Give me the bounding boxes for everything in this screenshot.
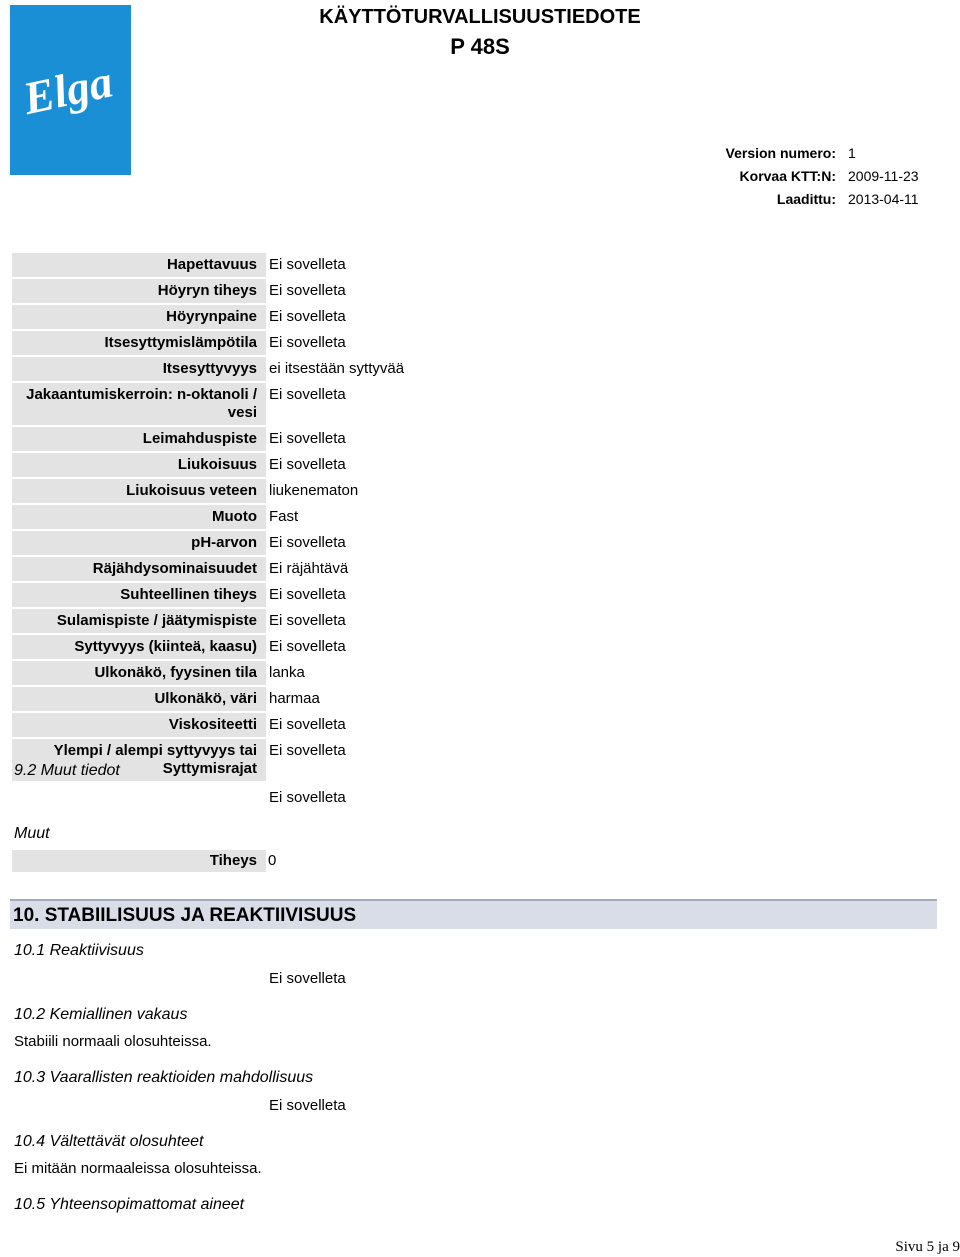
property-row bbox=[12, 713, 412, 739]
property-label: Muoto bbox=[12, 505, 266, 531]
property-label: Räjähdysominaisuudet bbox=[12, 557, 266, 583]
property-row bbox=[12, 427, 412, 453]
property-row bbox=[12, 635, 412, 661]
replaces-row bbox=[560, 168, 940, 184]
property-label: Suhteellinen tiheys bbox=[12, 583, 266, 609]
property-label: Leimahduspiste bbox=[12, 427, 266, 453]
property-label: Itsesyttymislämpötila bbox=[12, 331, 266, 357]
property-label: pH-arvon bbox=[12, 531, 266, 557]
property-value: lanka bbox=[269, 664, 305, 681]
version-row bbox=[560, 145, 940, 161]
properties-table bbox=[12, 253, 412, 783]
property-row bbox=[12, 279, 412, 305]
property-row bbox=[12, 479, 412, 505]
property-row bbox=[12, 531, 412, 557]
subsection-10-5-title: 10.5 Yhteensopimattomat aineet bbox=[14, 1196, 245, 1213]
product-name: P 48S bbox=[450, 34, 510, 59]
logo-text: Elga bbox=[18, 55, 117, 124]
property-row bbox=[12, 331, 412, 357]
property-value: Ei sovelleta bbox=[269, 586, 346, 603]
tiheys-value: 0 bbox=[268, 852, 277, 869]
property-value: Ei sovelleta bbox=[269, 534, 346, 551]
property-row bbox=[12, 557, 412, 583]
subsection-10-3-title: 10.3 Vaarallisten reaktioiden mahdollisuus bbox=[14, 1069, 314, 1086]
subsection-10-4-title: 10.4 Vältettävät olosuhteet bbox=[14, 1133, 204, 1150]
property-value: Ei sovelleta bbox=[269, 612, 346, 629]
property-label: Itsesyttyvyys bbox=[12, 357, 266, 383]
property-value: Ei sovelleta bbox=[269, 638, 346, 655]
property-row bbox=[12, 505, 412, 531]
property-row bbox=[12, 583, 412, 609]
property-label: Liukoisuus veteen bbox=[12, 479, 266, 505]
subsection-10-1-title: 10.1 Reaktiivisuus bbox=[14, 942, 144, 959]
subsection-10-2-text: Stabiili normaali olosuhteissa. bbox=[14, 1033, 212, 1050]
property-label: Ylempi / alempi syttyvyys tai Syttymisrajat bbox=[12, 739, 266, 783]
replaces-label: Korvaa KTT:N: bbox=[739, 168, 836, 184]
property-value: Ei sovelleta bbox=[269, 308, 346, 325]
property-row bbox=[12, 687, 412, 713]
property-value: ei itsestään syttyvää bbox=[269, 360, 405, 377]
property-label: Hapettavuus bbox=[12, 253, 266, 279]
property-value: Ei sovelleta bbox=[269, 716, 346, 733]
tiheys-row bbox=[12, 850, 276, 872]
property-value: Ei sovelleta bbox=[269, 282, 346, 299]
property-row bbox=[12, 357, 412, 383]
property-label: Syttyvyys (kiinteä, kaasu) bbox=[12, 635, 266, 661]
property-value: liukenematon bbox=[269, 482, 359, 499]
subsection-10-2-title: 10.2 Kemiallinen vakaus bbox=[14, 1006, 188, 1023]
property-value: Ei sovelleta bbox=[269, 456, 346, 473]
property-value: harmaa bbox=[269, 690, 320, 707]
property-label: Jakaantumiskerroin: n-oktanoli / vesi bbox=[12, 383, 266, 427]
property-row bbox=[12, 305, 412, 331]
elga-logo bbox=[10, 5, 131, 175]
version-label: Version numero: bbox=[725, 145, 836, 161]
subsection-10-4-text: Ei mitään normaaleissa olosuhteissa. bbox=[14, 1160, 262, 1177]
replaces-value: 2009-11-23 bbox=[848, 168, 919, 184]
subsection-10-1-value: Ei sovelleta bbox=[269, 970, 346, 987]
page-number: Sivu 5 ja 9 bbox=[895, 1239, 960, 1255]
property-value: Ei sovelleta bbox=[269, 742, 346, 759]
property-row bbox=[12, 661, 412, 687]
created-row bbox=[560, 191, 940, 207]
property-label: Höyryn tiheys bbox=[12, 279, 266, 305]
created-value: 2013-04-11 bbox=[848, 191, 919, 207]
subsection-9-2-value: Ei sovelleta bbox=[269, 789, 346, 806]
property-label: Ulkonäkö, fyysinen tila bbox=[12, 661, 266, 687]
property-value: Ei räjähtävä bbox=[269, 560, 349, 577]
section-10-heading: 10. STABIILISUUS JA REAKTIIVISUUS bbox=[10, 899, 937, 929]
version-value: 1 bbox=[848, 145, 856, 161]
tiheys-label: Tiheys bbox=[12, 850, 266, 872]
property-value: Ei sovelleta bbox=[269, 430, 346, 447]
subsection-9-2-title: 9.2 Muut tiedot bbox=[14, 762, 120, 779]
created-label: Laadittu: bbox=[776, 191, 836, 207]
property-label: Viskositeetti bbox=[12, 713, 266, 739]
property-value: Ei sovelleta bbox=[269, 334, 346, 351]
property-value: Ei sovelleta bbox=[269, 256, 346, 273]
property-label: Höyrynpaine bbox=[12, 305, 266, 331]
document-title: KÄYTTÖTURVALLISUUSTIEDOTE bbox=[319, 6, 641, 28]
property-label: Liukoisuus bbox=[12, 453, 266, 479]
property-row bbox=[12, 383, 412, 427]
muut-label: Muut bbox=[14, 825, 50, 842]
property-label: Ulkonäkö, väri bbox=[12, 687, 266, 713]
subsection-10-3-value: Ei sovelleta bbox=[269, 1097, 346, 1114]
property-row bbox=[12, 609, 412, 635]
elga-logo-mark bbox=[10, 5, 131, 175]
property-row bbox=[12, 453, 412, 479]
property-label: Sulamispiste / jäätymispiste bbox=[12, 609, 266, 635]
property-value: Fast bbox=[269, 508, 299, 525]
property-row bbox=[12, 253, 412, 279]
property-value: Ei sovelleta bbox=[269, 386, 346, 403]
